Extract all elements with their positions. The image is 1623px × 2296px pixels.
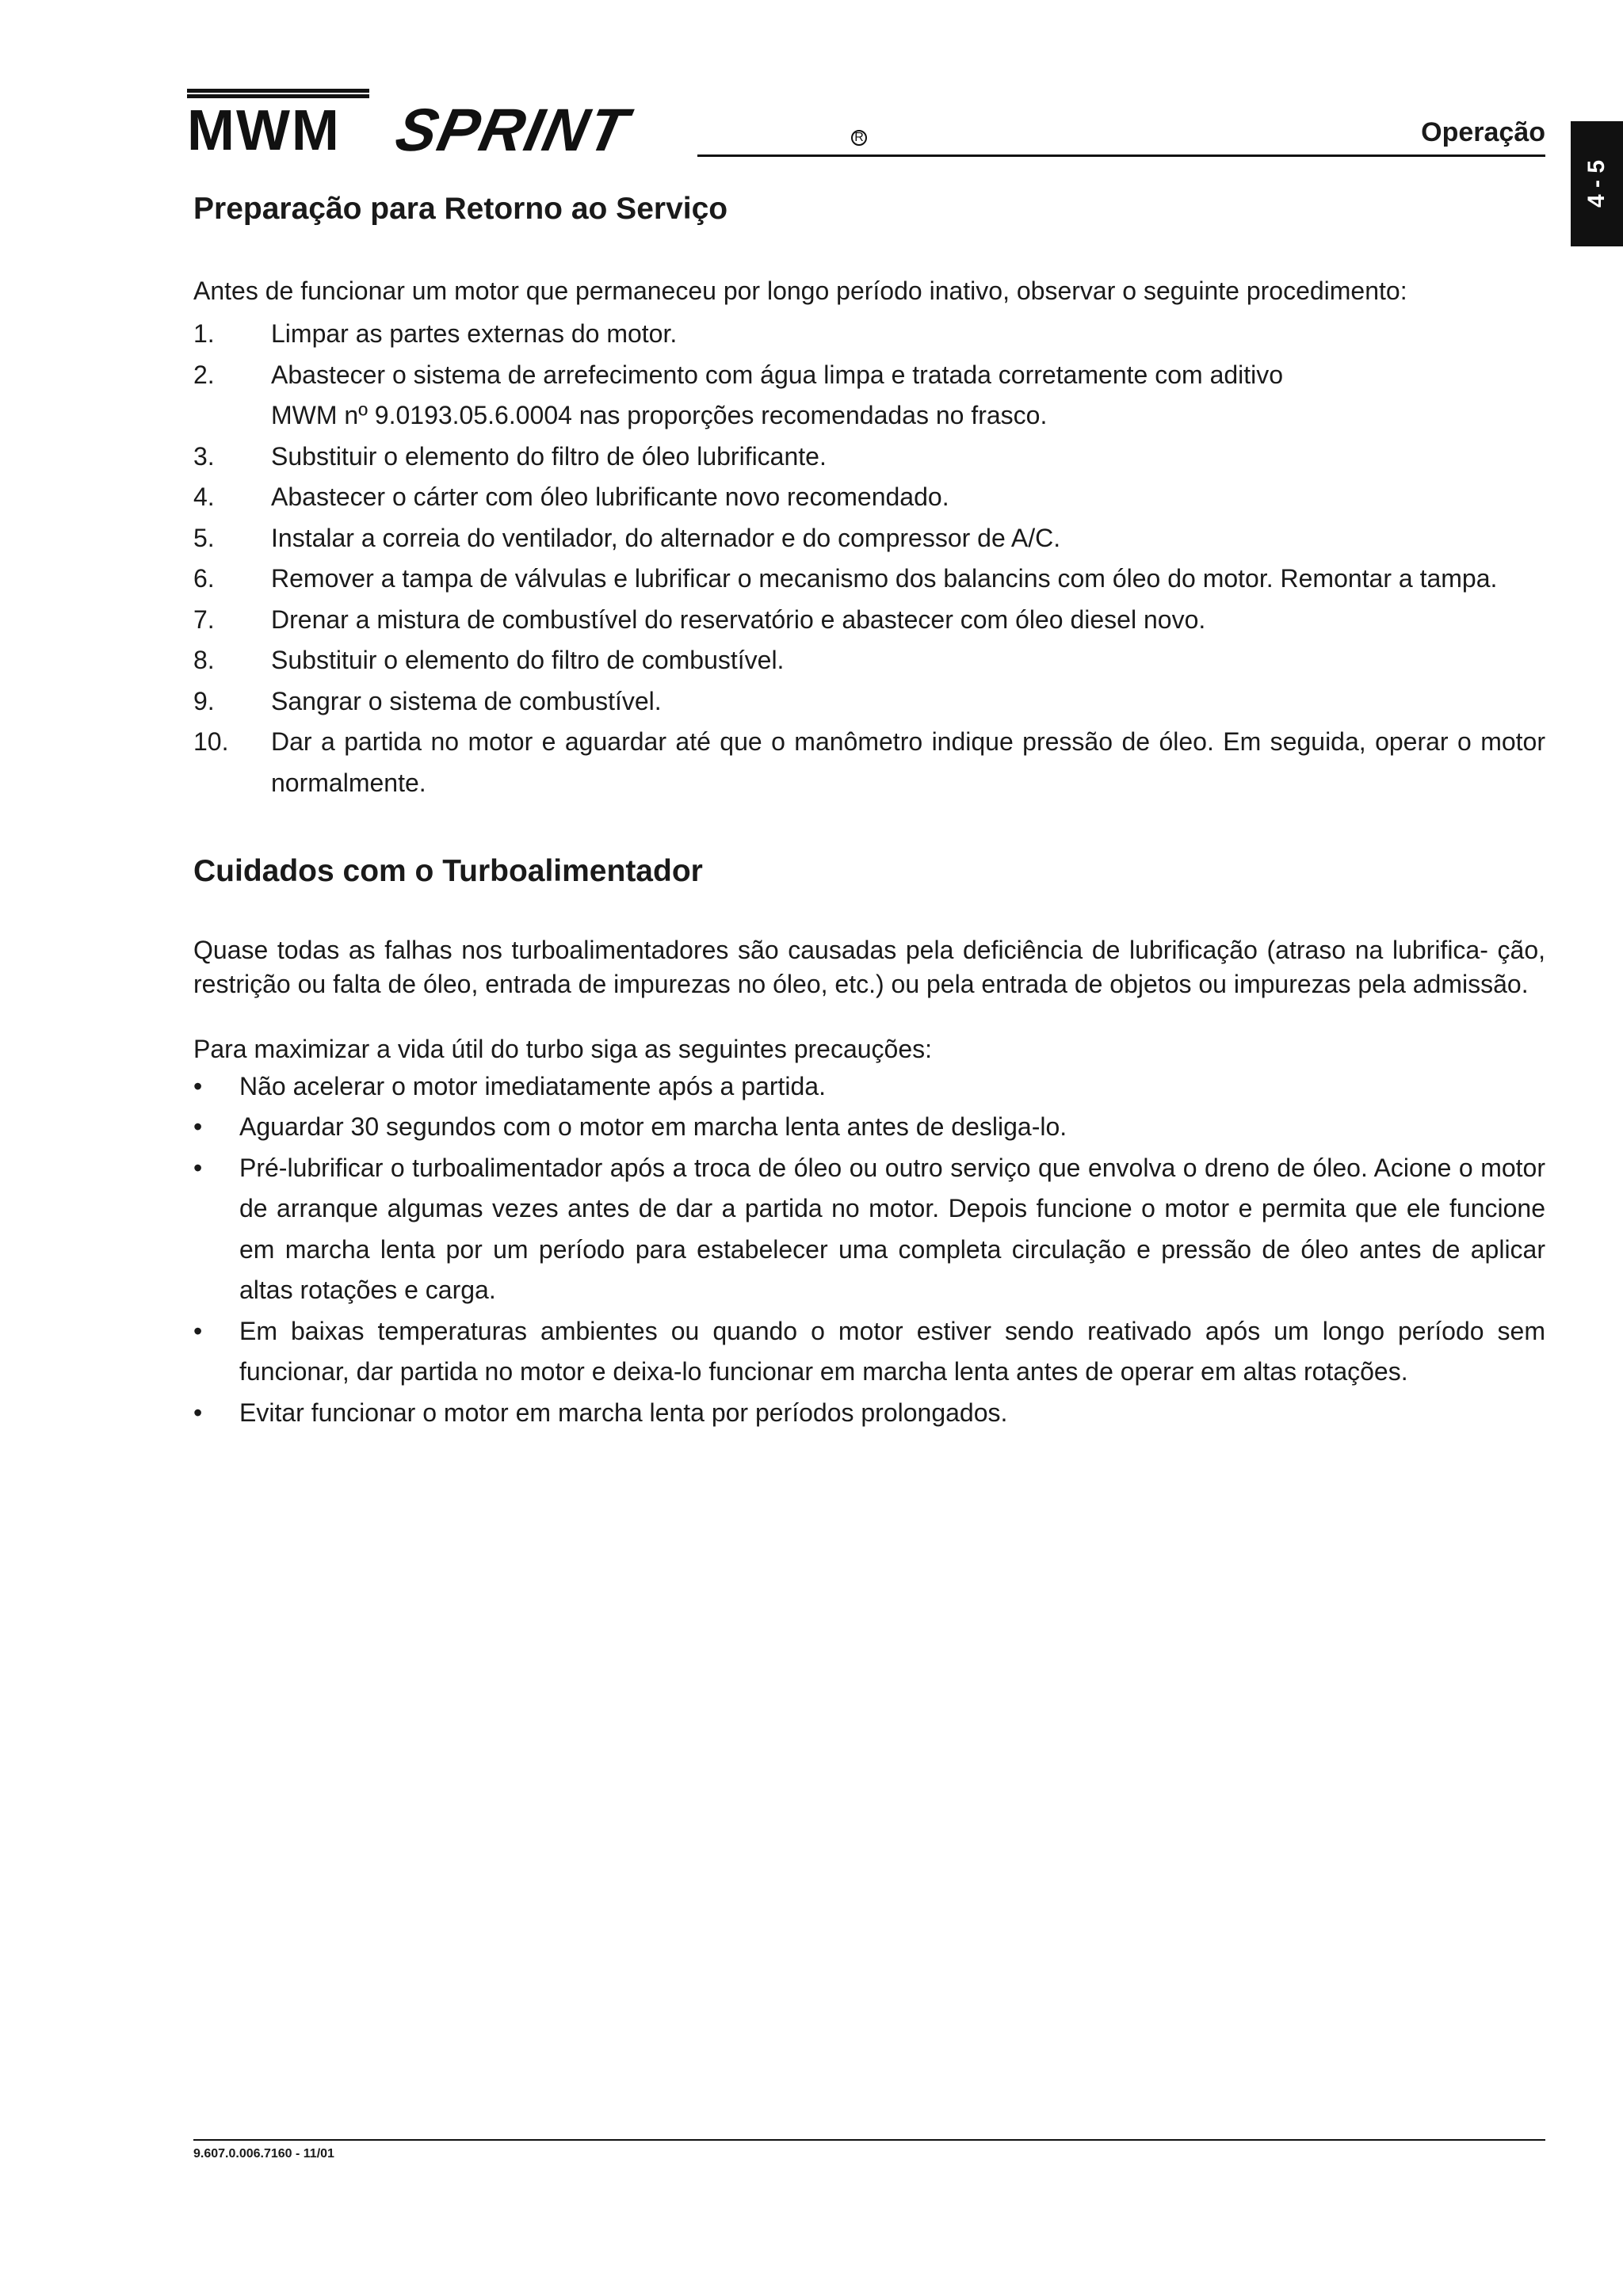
list-item: 7. Drenar a mistura de combustível do reservatório e abastecer com óleo diesel novo. xyxy=(193,605,1206,634)
precautions-list xyxy=(193,1066,1545,1434)
list-item: • Em baixas temperaturas ambientes ou quando o motor estiver sendo reativado após um longo período sem funcionar, dar partida no motor e deixa-lo funcionar em marcha lenta antes de operar em altas rotações. xyxy=(193,1316,1545,1386)
section-title-turbo: Cuidados com o Turboalimentador xyxy=(193,854,703,888)
list-item: 9. Sangrar o sistema de combustível. xyxy=(193,686,662,715)
logo-mwm: MWM xyxy=(187,99,341,162)
list-item: 8. Substituir o elemento do filtro de combustível. xyxy=(193,646,785,674)
list-item: 4. Abastecer o cárter com óleo lubrificante novo recomendado. xyxy=(193,482,949,511)
intro-paragraph: Antes de funcionar um motor que permaneceu por longo período inativo, observar o seguinte procedimento: xyxy=(193,277,1407,305)
precautions-intro: Para maximizar a vida útil do turbo siga as seguintes precauções: xyxy=(193,1035,933,1063)
list-item: • Aguardar 30 segundos com o motor em marcha lenta antes de desliga-lo. xyxy=(193,1112,1067,1141)
page-tab xyxy=(1571,121,1623,246)
list-item: • Pré-lubrificar o turboalimentador após a troca de óleo ou outro serviço que envolva o dreno de óleo. Acione o motor de arranque algumas vezes antes de dar a partida no motor. Depois funcione o motor e permita que ele funcione em marcha lenta por um período para estabelecer uma completa circulação e pressão de óleo antes de aplicar altas rotações e carga. xyxy=(193,1153,1545,1304)
list-item: • Não acelerar o motor imediatamente após a partida. xyxy=(193,1071,826,1100)
turbo-paragraph: Quase todas as falhas nos turboalimentadores são causadas pela deficiência de lubrificação (atraso na lubrifica- ção, restrição ou falta de óleo, entrada de impurezas no óleo, etc.) ou pela entrada de objetos ou impurezas pela admissão. xyxy=(193,936,1545,998)
logo-sprint: SPRINT xyxy=(390,97,635,164)
section-label: Operação xyxy=(1421,117,1545,147)
document-code: 9.607.0.006.7160 - 11/01 xyxy=(193,2147,334,2161)
list-item: 10. Dar a partida no motor e aguardar até que o manômetro indique pressão de óleo. Em seguida, operar o motor normalmente. xyxy=(193,727,1545,797)
header-rule xyxy=(697,154,1545,157)
list-item: • Evitar funcionar o motor em marcha lenta por períodos prolongados. xyxy=(193,1398,1008,1427)
list-item: 2. Abastecer o sistema de arrefecimento com água limpa e tratada corretamente com aditivo MWM nº 9.0193.05.6.0004 nas proporções recomendadas no frasco. xyxy=(193,360,1284,429)
page-tab-label: 4 - 5 xyxy=(1583,159,1610,208)
footer-rule xyxy=(193,2139,1545,2141)
registered-mark: R xyxy=(851,130,867,146)
list-item: 6. Remover a tampa de válvulas e lubrificar o mecanismo dos balancins com óleo do motor. Remontar a tampa. xyxy=(193,564,1498,593)
page-content xyxy=(193,187,1545,1433)
procedure-list xyxy=(193,314,1545,803)
section-title-retorno: Preparação para Retorno ao Serviço xyxy=(193,192,728,226)
mwm-sprint-logo xyxy=(187,82,864,164)
list-item: 3. Substituir o elemento do filtro de óleo lubrificante. xyxy=(193,441,827,471)
list-item: 1. Limpar as partes externas do motor. xyxy=(193,319,678,348)
list-item: 5. Instalar a correia do ventilador, do alternador e do compressor de A/C. xyxy=(193,523,1061,552)
